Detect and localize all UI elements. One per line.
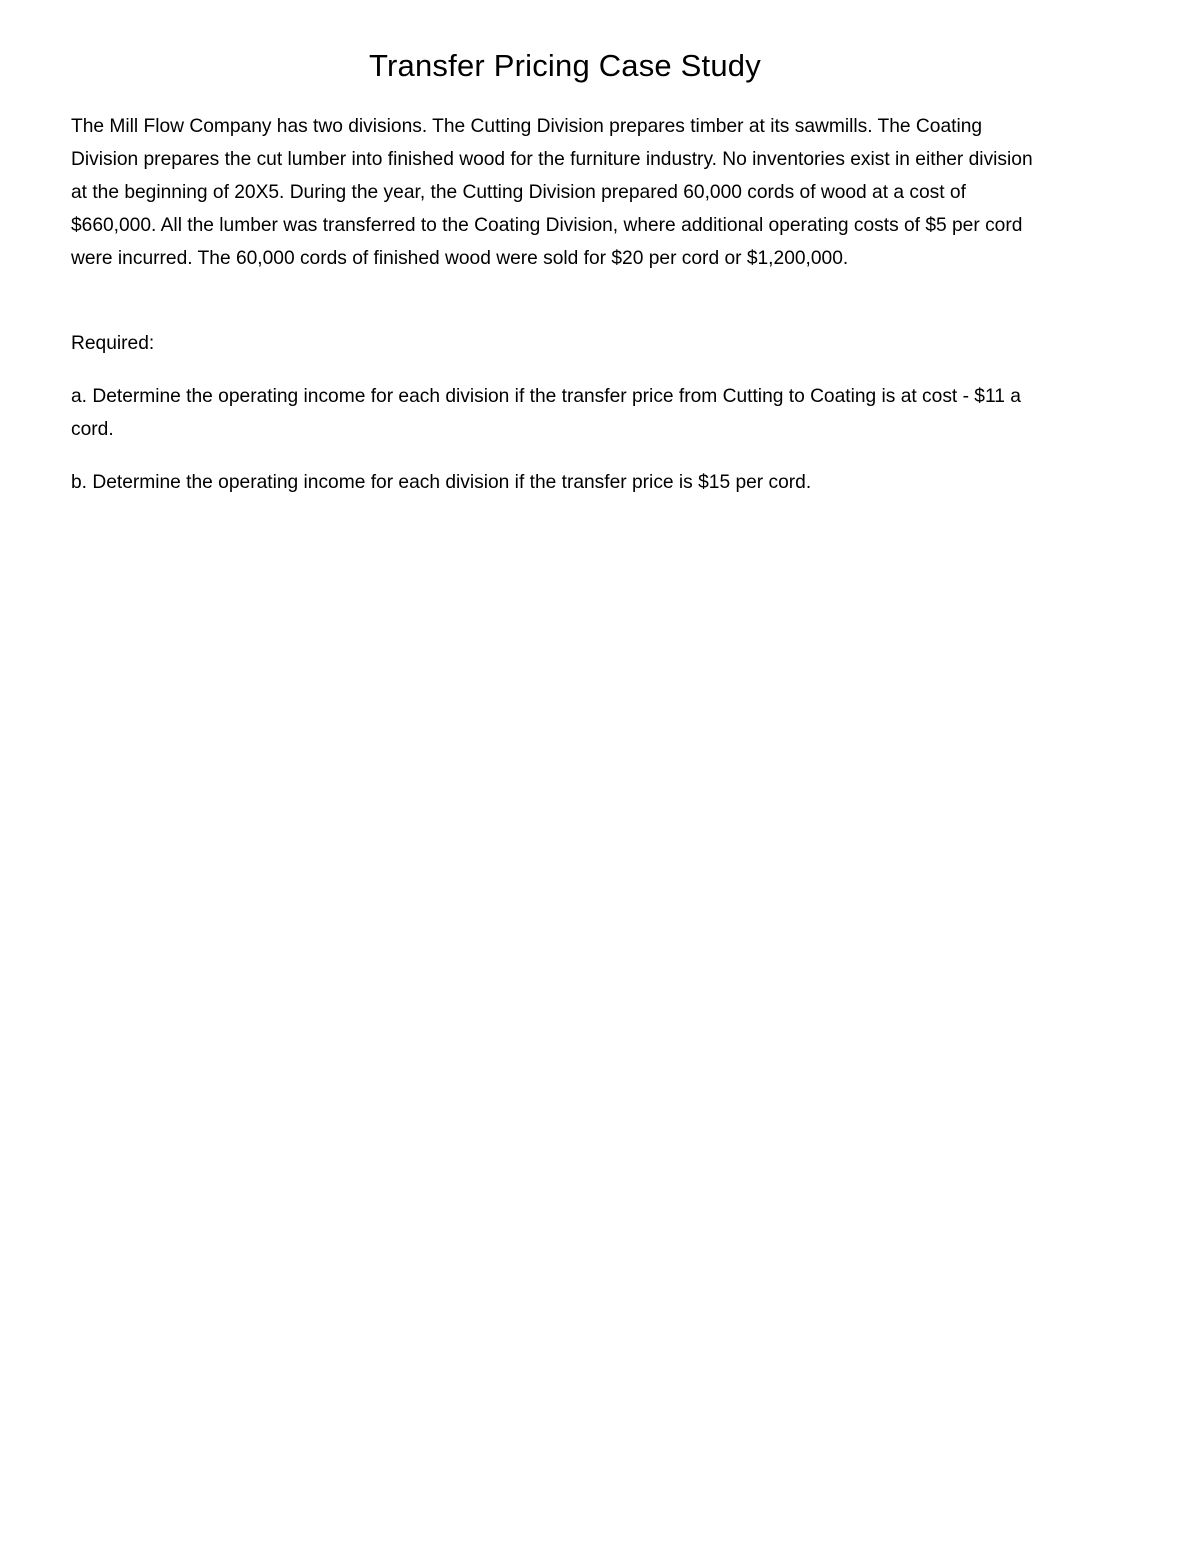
question-a: a. Determine the operating income for each division if the transfer price from Cutting to Coating is at cost - $11 a cord. xyxy=(71,386,1021,440)
document-title: Transfer Pricing Case Study xyxy=(369,48,761,83)
required-label: Required: xyxy=(71,333,155,354)
question-b: b. Determine the operating income for each division if the transfer price is $15 per cord. xyxy=(71,472,812,493)
case-description-paragraph: The Mill Flow Company has two divisions. The Cutting Division prepares timber at its sawmills. The Coating Division prepares the cut lumber into finished wood for the furniture industry. No inventories exist in either division at the beginning of 20X5. During the year, the Cutting Division prepared 60,000 cords of wood at a cost of $660,000. All the lumber was transferred to the Coating Division, where additional operating costs of $5 per cord were incurred. The 60,000 cords of finished wood were sold for $20 per cord or $1,200,000. xyxy=(71,116,1033,269)
